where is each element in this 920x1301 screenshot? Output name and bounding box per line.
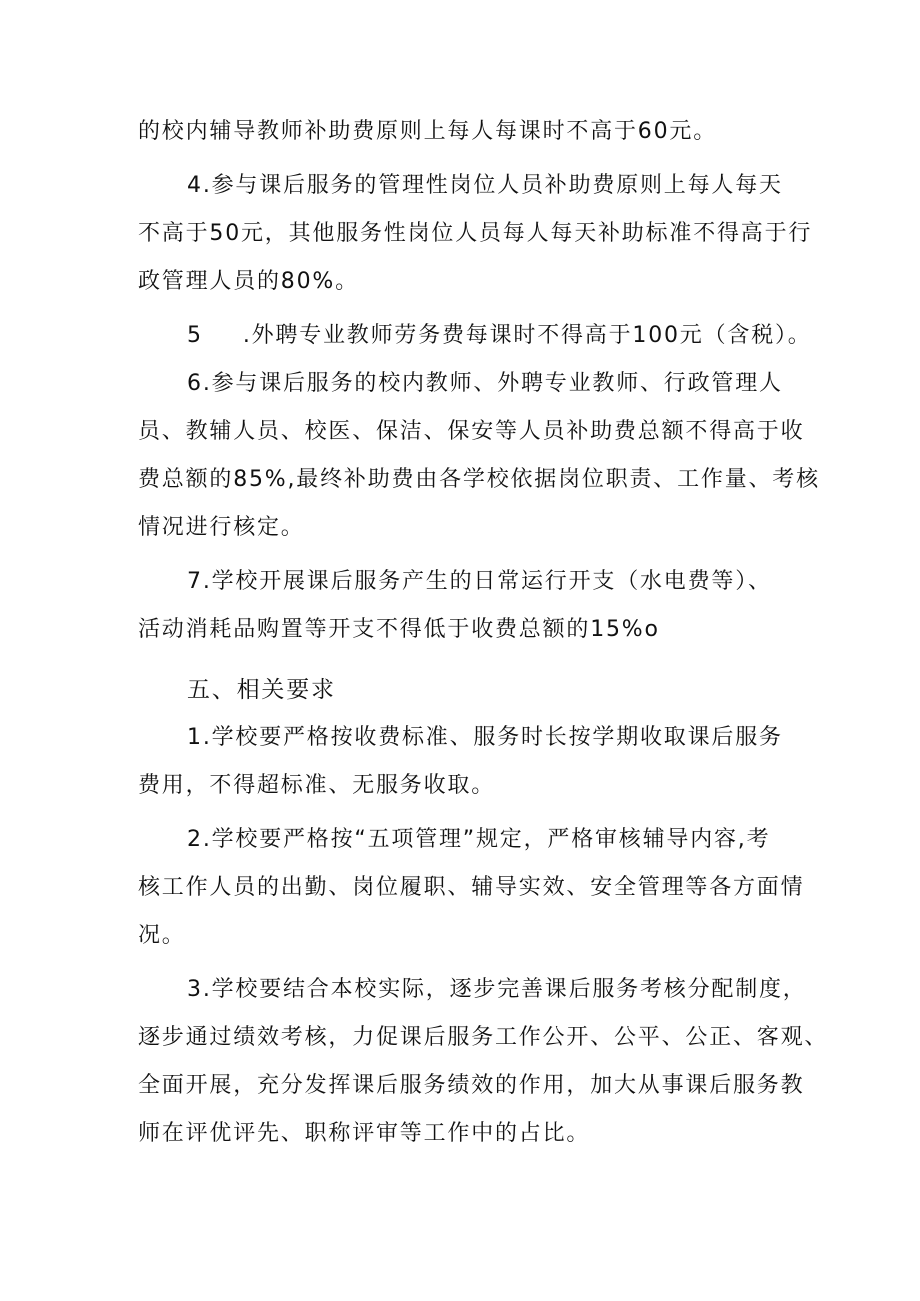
item-text: .外聘专业教师劳务费每课时不得高于100元（含税）。 bbox=[242, 323, 812, 348]
item-7-line-1 bbox=[187, 567, 772, 597]
requirement-3-line-4: 师在评优评先、职称评审等工作中的占比。 bbox=[138, 1121, 591, 1146]
item-4-line-2: 不高于50元，其他服务性岗位人员每人每天补助标准不得高于行 bbox=[138, 221, 813, 246]
paragraph-continuation: 的校内辅导教师补助费原则上每人每课时不高于60元。 bbox=[138, 119, 717, 144]
requirement-1-line-1 bbox=[187, 723, 783, 753]
item-5-line-1 bbox=[187, 321, 812, 351]
item-7-line-2: 活动消耗品购置等开支不得低于收费总额的15%o bbox=[138, 617, 660, 642]
item-6-line-4: 情况进行核定。 bbox=[138, 515, 305, 540]
requirement-3-line-1 bbox=[187, 975, 807, 1005]
requirement-3-line-2: 逐步通过绩效考核，力促课后服务工作公开、公平、公正、客观、 bbox=[138, 1025, 829, 1050]
item-4-line-3: 政管理人员的80%。 bbox=[138, 269, 359, 294]
requirement-2-line-2: 核工作人员的出勤、岗位履职、辅导实效、安全管理等各方面情 bbox=[138, 875, 805, 900]
item-number: 7 bbox=[187, 569, 203, 594]
item-number: 5 bbox=[187, 323, 203, 348]
item-text: .学校要严格按“五项管理”规定，严格审核辅导内容,考 bbox=[202, 827, 771, 852]
requirement-2-line-3: 况。 bbox=[138, 923, 186, 948]
requirement-3-line-3: 全面开展，充分发挥课后服务绩效的作用，加大从事课后服务教 bbox=[138, 1073, 805, 1098]
item-number: 6 bbox=[187, 371, 203, 396]
item-number: 4 bbox=[187, 173, 203, 198]
section-heading: 五、相关要求 bbox=[187, 677, 336, 703]
item-text: .学校要结合本校实际，逐步完善课后服务考核分配制度， bbox=[202, 977, 807, 1002]
requirement-1-line-2: 费用，不得超标准、无服务收取。 bbox=[138, 773, 496, 798]
item-6-line-1 bbox=[187, 369, 783, 399]
item-6-line-3: 费总额的85%,最终补助费由各学校依据岗位职责、工作量、考核 bbox=[138, 467, 820, 492]
item-text: .参与课后服务的校内教师、外聘专业教师、行政管理人 bbox=[202, 371, 783, 396]
item-text: .学校开展课后服务产生的日常运行开支（水电费等）、 bbox=[202, 569, 772, 594]
item-number: 1 bbox=[187, 725, 203, 750]
item-text: .参与课后服务的管理性岗位人员补助费原则上每人每天 bbox=[202, 173, 783, 198]
item-6-line-2: 员、教辅人员、校医、保洁、保安等人员补助费总额不得高于收 bbox=[138, 419, 805, 444]
item-number: 3 bbox=[187, 977, 203, 1002]
requirement-2-line-1 bbox=[187, 825, 770, 855]
item-4-line-1 bbox=[187, 171, 783, 201]
item-number: 2 bbox=[187, 827, 203, 852]
item-text: .学校要严格按收费标准、服务时长按学期收取课后服务 bbox=[202, 725, 783, 750]
